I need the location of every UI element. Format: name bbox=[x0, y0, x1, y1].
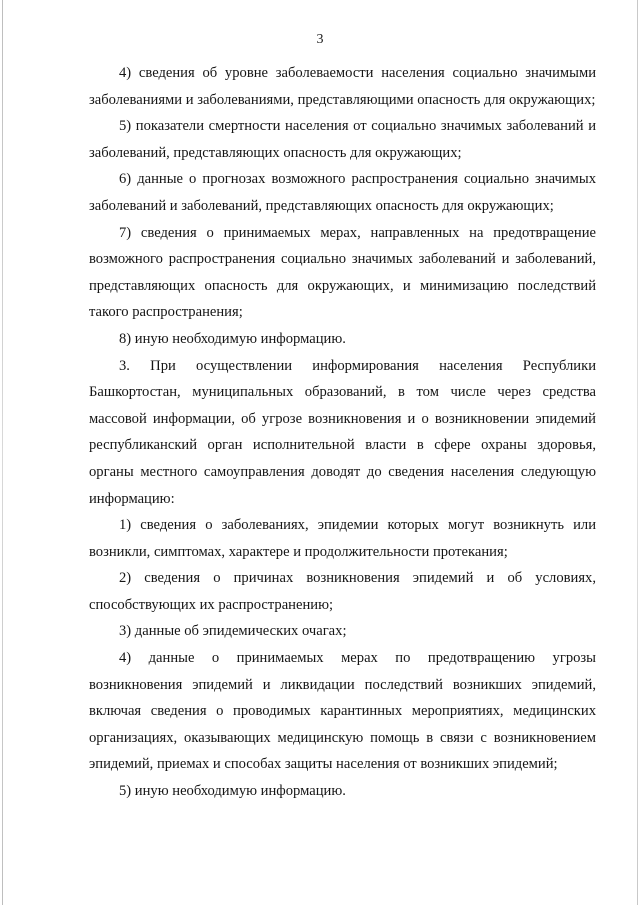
paragraph: 2) сведения о причинах возникновения эпидемий и об условиях, способствующих их распространению; bbox=[89, 570, 596, 613]
page-number: 3 bbox=[316, 32, 324, 47]
paragraph: 3) данные об эпидемических очагах; bbox=[119, 623, 347, 640]
paragraph: 5) иную необходимую информацию. bbox=[119, 783, 346, 800]
paragraph: 1) сведения о заболеваниях, эпидемии которых могут возникнуть или возникли, симптомах, характере и продолжительности протекания; bbox=[89, 517, 596, 560]
paragraph: 4) данные о принимаемых мерах по предотвращению угрозы возникновения эпидемий и ликвидации последствий возникших эпидемий, включая сведения о проводимых карантинных мероприятиях, медицинских организациях, оказывающих медицинскую помощь в связи с возникновением эпидемий, приемах и способах защиты населения от возникших эпидемий; bbox=[89, 650, 596, 773]
paragraph: 3. При осуществлении информирования населения Республики Башкортостан, муниципальных образований, в том числе через средства массовой информации, об угрозе возникновения и о возникновении эпидемий республиканский орган исполнительной власти в сфере охраны здоровья, органы местного самоуправления доводят до сведения населения следующую информацию: bbox=[89, 357, 596, 507]
scan-edge-right bbox=[637, 0, 638, 905]
paragraph: 4) сведения об уровне заболеваемости населения социально значимыми заболеваниями и заболеваниями, представляющими опасность для окружающих; bbox=[89, 65, 596, 108]
paragraph: 6) данные о прогнозах возможного распространения социально значимых заболеваний и заболеваний, представляющих опасность для окружающих; bbox=[89, 171, 596, 214]
paragraph: 7) сведения о принимаемых мерах, направленных на предотвращение возможного распространения социально значимых заболеваний и заболеваний, представляющих опасность для окружающих, и минимизацию последствий такого распространения; bbox=[89, 224, 596, 321]
paragraph: 5) показатели смертности населения от социально значимых заболеваний и заболеваний, представляющих опасность для окружающих; bbox=[89, 118, 596, 161]
scan-edge-left bbox=[2, 0, 3, 905]
paragraph: 8) иную необходимую информацию. bbox=[119, 330, 346, 347]
document-body bbox=[89, 60, 596, 805]
